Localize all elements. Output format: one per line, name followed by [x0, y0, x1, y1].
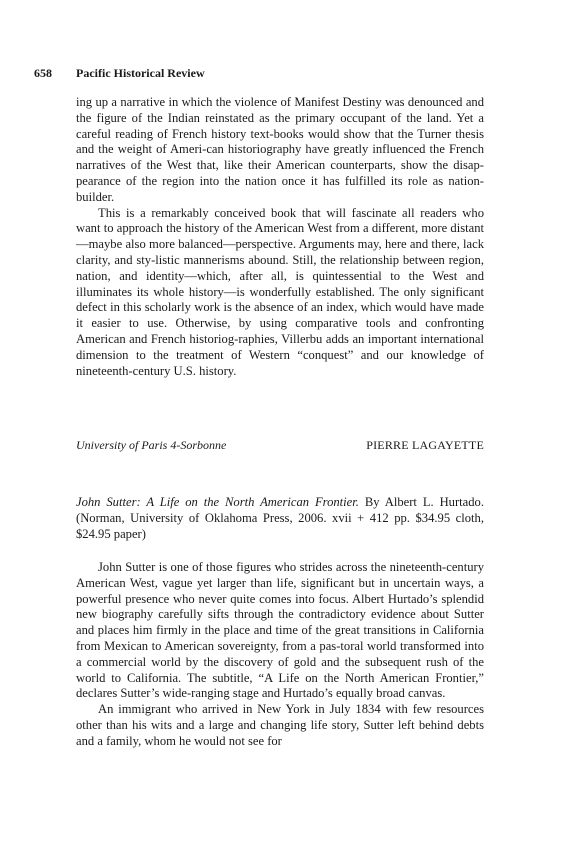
page-number: 658: [34, 66, 52, 80]
journal-title: Pacific Historical Review: [76, 66, 205, 80]
review-2-paragraph-1: John Sutter is one of those figures who strides across the nineteenth-century American West, vague yet larger than life, significant but in uncertain ways, a powerful presence who never quite comes into focus. Albert Hurtado’s splendid new biography carefully sifts through the contradictory evidence about Sutter and places him firmly in the place and time of the great transitions in California from Mexican to American sovereignty, from a pas-toral world transformed into a commercial world by the discovery of gold and the subsequent rush of the world to California. The subtitle, “A Life on the North American Frontier,” declares Sutter’s wide-ranging stage and Hurtado’s equally broad canvas.: [76, 560, 484, 701]
running-head: [34, 66, 205, 81]
review-2-paragraph-2: An immigrant who arrived in New York in July 1834 with few resources other than his wits and a large and changing life story, Sutter left behind debts and a family, whom he would not see for: [76, 702, 484, 748]
reviewer-affiliation: University of Paris 4-Sorbonne: [76, 438, 227, 452]
review-2-body: [76, 560, 484, 750]
review-1-paragraph-1: ing up a narrative in which the violence of Manifest Destiny was denounced and the figure of the Indian reinstated as the primary occupant of the land. Yet a careful reading of French history text-books would show that the Turner thesis and the weight of Ameri-can historiography have greatly influenced the French narratives of the West that, like their American counterparts, show the disap-pearance of the region into the nation once it has fulfilled its role as nation-builder.: [76, 95, 484, 204]
review-1-body: [76, 95, 484, 379]
reviewer-name: PIERRE LAGAYETTE: [366, 438, 484, 452]
book-title: John Sutter: A Life on the North American Frontier.: [76, 495, 359, 509]
book-citation: [76, 495, 484, 542]
review-1-signature: [76, 438, 484, 453]
review-1-paragraph-2: This is a remarkably conceived book that will fascinate all readers who want to approach the history of the American West from a different, more distant—maybe also more balanced—perspective. Arguments may, here and there, lack clarity, and sty-listic mannerisms abound. Still, the relationship between region, nation, and identity—which, after all, is quintessential to the West and illuminates its whole history—is wonderfully established. The only significant defect in this scholarly work is the absence of an index, which would have made it easier to use. Otherwise, by using comparative tools and confronting American and French historiog-raphies, Villerbu adds an important international dimension to the treatment of Western “conquest” and our knowledge of nineteenth-century U.S. history.: [76, 205, 484, 378]
book-publication-details: By Albert L. Hurtado. (Norman, University of Oklahoma Press, 2006. xvii + 412 pp. $34.95 cloth, $24.95 paper): [76, 495, 485, 541]
